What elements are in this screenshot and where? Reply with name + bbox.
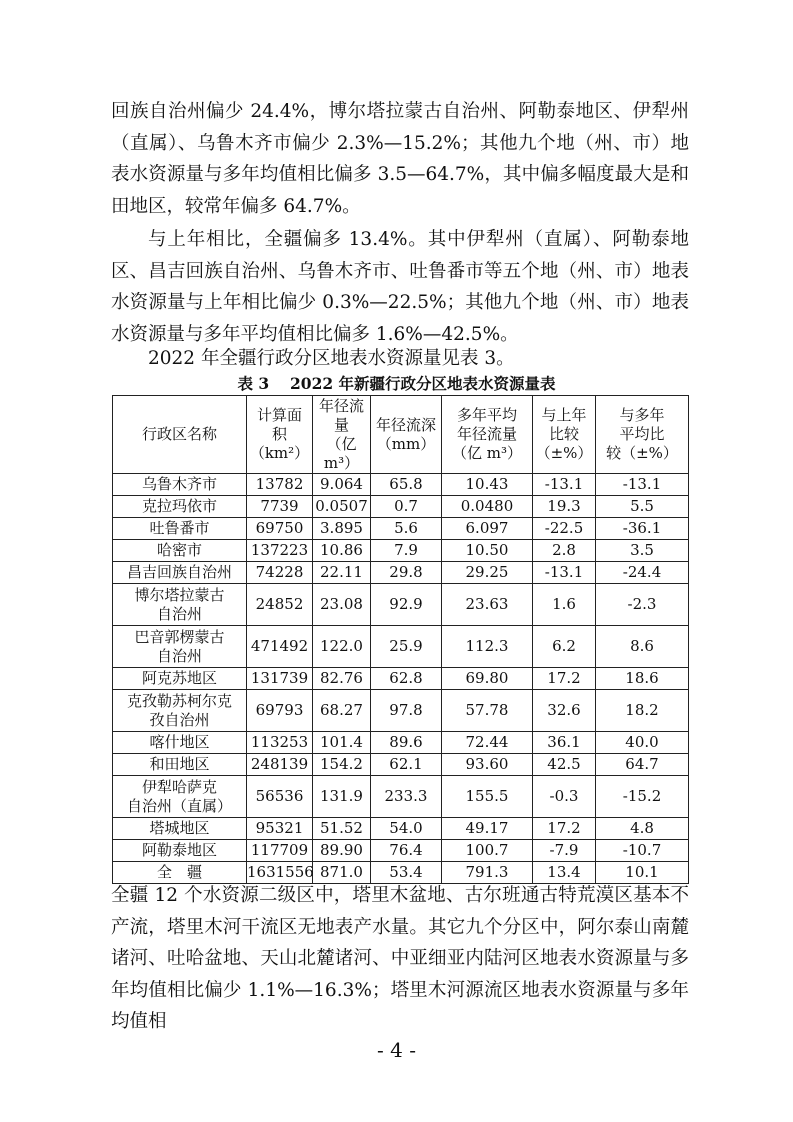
cell-depth: 54.0 <box>371 818 442 840</box>
table-row <box>113 540 689 562</box>
cell-region-name: 阿勒泰地区 <box>113 840 247 862</box>
cell-last: 2.8 <box>533 540 596 562</box>
cell-area: 1631556 <box>247 862 313 884</box>
cell-mavg: 18.6 <box>596 668 689 690</box>
cell-region-name: 吐鲁番市 <box>113 518 247 540</box>
cell-last: 6.2 <box>533 626 596 668</box>
table-row <box>113 584 689 626</box>
table-row <box>113 732 689 754</box>
cell-runoff: 122.0 <box>313 626 371 668</box>
cell-runoff: 68.27 <box>313 690 371 732</box>
header-name: 行政区名称 <box>113 396 247 474</box>
cell-area: 117709 <box>247 840 313 862</box>
cell-depth: 25.9 <box>371 626 442 668</box>
cell-area: 471492 <box>247 626 313 668</box>
cell-last: 13.4 <box>533 862 596 884</box>
cell-depth: 97.8 <box>371 690 442 732</box>
cell-depth: 7.9 <box>371 540 442 562</box>
table-row <box>113 626 689 668</box>
cell-depth: 65.8 <box>371 474 442 496</box>
cell-depth: 92.9 <box>371 584 442 626</box>
cell-avg: 10.50 <box>442 540 533 562</box>
cell-area: 56536 <box>247 776 313 818</box>
cell-runoff: 154.2 <box>313 754 371 776</box>
table-row <box>113 690 689 732</box>
header-vs-last-year: 与上年 比较 （±%） <box>533 396 596 474</box>
cell-mavg: 40.0 <box>596 732 689 754</box>
cell-avg: 23.63 <box>442 584 533 626</box>
paragraph-2: 与上年相比，全疆偏多 13.4%。其中伊犁州（直属）、阿勒泰地区、昌吉回族自治州、乌鲁木齐市、吐鲁番市等五个地（州、市）地表水资源量与上年相比偏少 0.3%—22.5%；其他九个地（州、市）地表水资源量与多年平均值相比偏多 1.6%—42.5%。 <box>111 229 689 345</box>
cell-avg: 72.44 <box>442 732 533 754</box>
cell-mavg: -13.1 <box>596 474 689 496</box>
cell-avg: 6.097 <box>442 518 533 540</box>
table-row <box>113 840 689 862</box>
cell-depth: 62.1 <box>371 754 442 776</box>
cell-area: 131739 <box>247 668 313 690</box>
cell-runoff: 0.0507 <box>313 496 371 518</box>
cell-avg: 69.80 <box>442 668 533 690</box>
header-depth: 年径流深 （mm） <box>371 396 442 474</box>
cell-depth: 76.4 <box>371 840 442 862</box>
cell-mavg: 5.5 <box>596 496 689 518</box>
cell-mavg: 3.5 <box>596 540 689 562</box>
cell-depth: 53.4 <box>371 862 442 884</box>
header-runoff: 年径流 量 （亿 m³） <box>313 396 371 474</box>
cell-region-name: 昌吉回族自治州 <box>113 562 247 584</box>
cell-avg: 791.3 <box>442 862 533 884</box>
cell-mavg: 8.6 <box>596 626 689 668</box>
cell-depth: 0.7 <box>371 496 442 518</box>
cell-mavg: -15.2 <box>596 776 689 818</box>
cell-last: -7.9 <box>533 840 596 862</box>
cell-area: 13782 <box>247 474 313 496</box>
cell-area: 74228 <box>247 562 313 584</box>
cell-mavg: -36.1 <box>596 518 689 540</box>
cell-area: 24852 <box>247 584 313 626</box>
cell-runoff: 131.9 <box>313 776 371 818</box>
water-resources-table <box>112 395 689 884</box>
cell-mavg: 4.8 <box>596 818 689 840</box>
cell-depth: 89.6 <box>371 732 442 754</box>
cell-region-name: 博尔塔拉蒙古 自治州 <box>113 584 247 626</box>
cell-region-name: 塔城地区 <box>113 818 247 840</box>
cell-mavg: -2.3 <box>596 584 689 626</box>
cell-mavg: -10.7 <box>596 840 689 862</box>
cell-avg: 29.25 <box>442 562 533 584</box>
cell-runoff: 10.86 <box>313 540 371 562</box>
table-row <box>113 818 689 840</box>
cell-runoff: 871.0 <box>313 862 371 884</box>
cell-area: 69750 <box>247 518 313 540</box>
cell-area: 95321 <box>247 818 313 840</box>
cell-area: 69793 <box>247 690 313 732</box>
cell-region-name: 阿克苏地区 <box>113 668 247 690</box>
table-row <box>113 496 689 518</box>
paragraph-1: 回族自治州偏少 24.4%，博尔塔拉蒙古自治州、阿勒泰地区、伊犁州（直属）、乌鲁木齐市偏少 2.3%—15.2%；其他九个地（州、市）地表水资源量与多年均值相比偏多 3.5—64.7%，其中偏多幅度最大是和田地区，较常年偏多 64.7%。 <box>111 101 689 217</box>
header-avg-runoff: 多年平均 年径流量 （亿 m³） <box>442 396 533 474</box>
cell-last: -0.3 <box>533 776 596 818</box>
table-row <box>113 518 689 540</box>
cell-region-name: 克拉玛依市 <box>113 496 247 518</box>
cell-area: 7739 <box>247 496 313 518</box>
cell-last: 17.2 <box>533 668 596 690</box>
cell-region-name: 和田地区 <box>113 754 247 776</box>
cell-last: -22.5 <box>533 518 596 540</box>
table-row <box>113 754 689 776</box>
cell-last: 17.2 <box>533 818 596 840</box>
cell-last: -13.1 <box>533 474 596 496</box>
cell-area: 248139 <box>247 754 313 776</box>
cell-area: 113253 <box>247 732 313 754</box>
cell-avg: 49.17 <box>442 818 533 840</box>
table-row <box>113 562 689 584</box>
cell-region-name: 全 疆 <box>113 862 247 884</box>
cell-runoff: 101.4 <box>313 732 371 754</box>
cell-depth: 5.6 <box>371 518 442 540</box>
table-row <box>113 776 689 818</box>
cell-runoff: 82.76 <box>313 668 371 690</box>
cell-runoff: 23.08 <box>313 584 371 626</box>
cell-runoff: 9.064 <box>313 474 371 496</box>
cell-avg: 10.43 <box>442 474 533 496</box>
cell-last: 36.1 <box>533 732 596 754</box>
cell-mavg: 10.1 <box>596 862 689 884</box>
cell-last: 32.6 <box>533 690 596 732</box>
cell-depth: 62.8 <box>371 668 442 690</box>
table-row <box>113 474 689 496</box>
table-header-row <box>113 396 689 474</box>
cell-area: 137223 <box>247 540 313 562</box>
cell-mavg: -24.4 <box>596 562 689 584</box>
page-number: - 4 - <box>377 1038 416 1062</box>
cell-mavg: 64.7 <box>596 754 689 776</box>
cell-avg: 100.7 <box>442 840 533 862</box>
cell-runoff: 3.895 <box>313 518 371 540</box>
cell-last: 19.3 <box>533 496 596 518</box>
cell-region-name: 喀什地区 <box>113 732 247 754</box>
cell-depth: 29.8 <box>371 562 442 584</box>
header-area: 计算面 积 （km²） <box>247 396 313 474</box>
cell-region-name: 巴音郭楞蒙古 自治州 <box>113 626 247 668</box>
cell-region-name: 哈密市 <box>113 540 247 562</box>
paragraph-table-reference: 2022 年全疆行政分区地表水资源量见表 3。 <box>148 348 515 369</box>
cell-runoff: 89.90 <box>313 840 371 862</box>
table-row <box>113 668 689 690</box>
cell-avg: 155.5 <box>442 776 533 818</box>
cell-runoff: 22.11 <box>313 562 371 584</box>
cell-avg: 0.0480 <box>442 496 533 518</box>
cell-depth: 233.3 <box>371 776 442 818</box>
cell-mavg: 18.2 <box>596 690 689 732</box>
cell-region-name: 乌鲁木齐市 <box>113 474 247 496</box>
cell-region-name: 克孜勒苏柯尔克 孜自治州 <box>113 690 247 732</box>
cell-avg: 112.3 <box>442 626 533 668</box>
table-caption: 表 3 2022 年新疆行政分区地表水资源量表 <box>237 374 556 393</box>
cell-runoff: 51.52 <box>313 818 371 840</box>
cell-last: 42.5 <box>533 754 596 776</box>
cell-avg: 93.60 <box>442 754 533 776</box>
cell-last: 1.6 <box>533 584 596 626</box>
cell-last: -13.1 <box>533 562 596 584</box>
cell-avg: 57.78 <box>442 690 533 732</box>
paragraph-4: 全疆 12 个水资源二级区中，塔里木盆地、古尔班通古特荒漠区基本不产流，塔里木河干流区无地表产水量。其它九个分区中，阿尔泰山南麓诸河、吐哈盆地、天山北麓诸河、中亚细亚内陆河区地表水资源量与多年均值相比偏少 1.1%—16.3%；塔里木河源流区地表水资源量与多年均值相 <box>111 885 689 1032</box>
cell-region-name: 伊犁哈萨克 自治州（直属） <box>113 776 247 818</box>
header-vs-average: 与多年 平均比 较（±%） <box>596 396 689 474</box>
